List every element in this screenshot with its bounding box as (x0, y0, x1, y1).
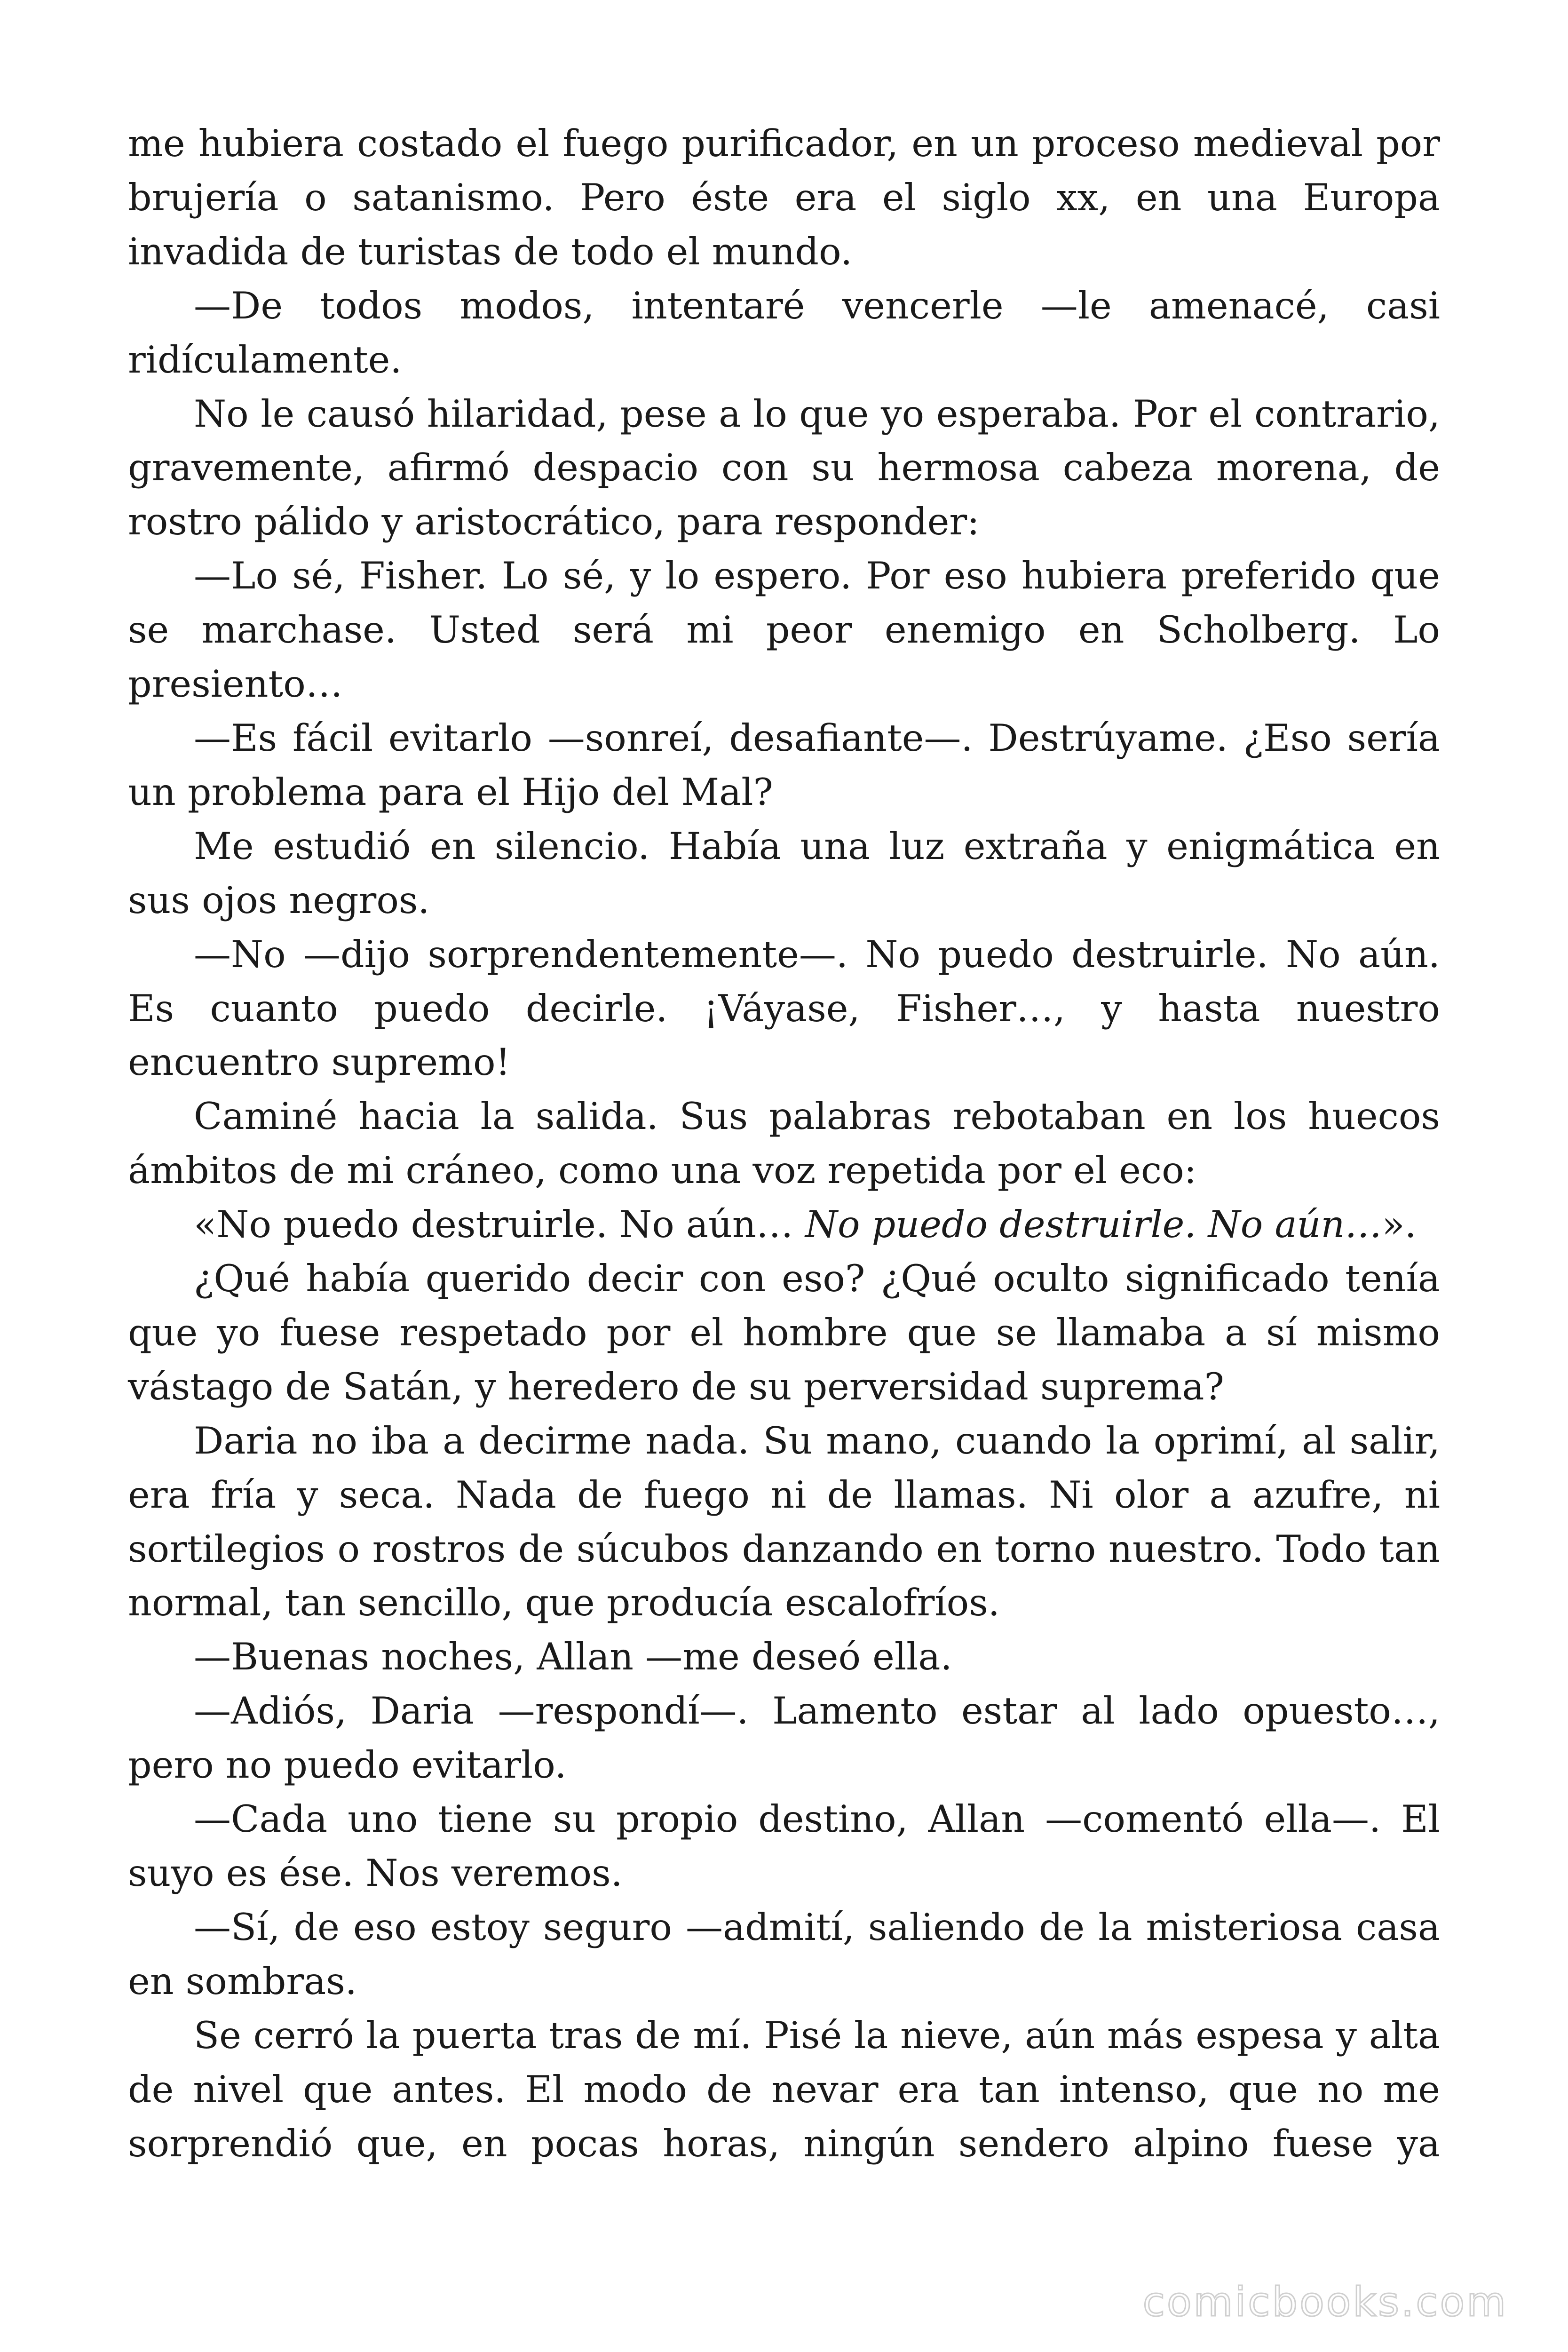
italic-phrase: No puedo destruirle. No aún… (805, 1203, 1382, 1247)
paragraph: —De todos modos, intentaré vencerle —le amenacé, casi ridículamente. (128, 284, 1440, 381)
paragraph: No le causó hilaridad, pese a lo que yo esperaba. Por el contrario, gravemente, afirmó despacio con su hermosa cabeza morena, de rostro pálido y aristocrático, para responder: (128, 392, 1440, 544)
body-text (128, 117, 1440, 2170)
paragraph: Caminé hacia la salida. Sus palabras rebotaban en los huecos ámbitos de mi cráneo, como una voz repetida por el eco: (128, 1095, 1440, 1192)
paragraph: —Adiós, Daria —respondí—. Lamento estar al lado opuesto…, pero no puedo evitarlo. (128, 1689, 1440, 1787)
paragraph: —No —dijo sorprendentemente—. No puedo destruirle. No aún. Es cuanto puedo decirle. ¡Váyase, Fisher…, y hasta nuestro encuentro supremo! (128, 932, 1440, 1084)
paragraph: Daria no iba a decirme nada. Su mano, cuando la oprimí, al salir, era fría y seca. Nada de fuego ni de llamas. Ni olor a azufre, ni sortilegios o rostros de súcubos danzando en torno nuestro. Todo tan normal, tan sencillo, que producía escalofríos. (128, 1419, 1440, 1625)
paragraph: ¿Qué había querido decir con eso? ¿Qué oculto significado tenía que yo fuese respetado por el hombre que se llamaba a sí mismo vástago de Satán, y heredero de su perversidad suprema? (128, 1257, 1440, 1408)
paragraph-continued: Se cerró la puerta tras de mí. Pisé la nieve, aún más espesa y alta de nivel que antes. El modo de nevar era tan intenso, que no me sorprendió que, en pocas horas, ningún sendero alpino fuese ya (128, 2013, 1440, 2165)
paragraph: Me estudió en silencio. Había una luz extraña y enigmática en sus ojos negros. (128, 824, 1440, 922)
watermark-logo: comicbooks.com (1142, 2279, 1508, 2326)
paragraph: —Sí, de eso estoy seguro —admití, saliendo de la misteriosa casa en sombras. (128, 1905, 1440, 2003)
paragraph: —Cada uno tiene su propio destino, Allan —comentó ella—. El suyo es ése. Nos veremos. (128, 1797, 1440, 1895)
paragraph: —Lo sé, Fisher. Lo sé, y lo espero. Por eso hubiera preferido que se marchase. Usted será mi peor enemigo en Scholberg. Lo presiento… (128, 554, 1440, 706)
paragraph: —Buenas noches, Allan —me deseó ella. (194, 1635, 952, 1679)
paragraph: —Es fácil evitarlo —sonreí, desafiante—. Destrúyame. ¿Eso sería un problema para el Hijo del Mal? (128, 716, 1440, 814)
paragraph-text-before-italic: «No puedo destruirle. No aún… (194, 1203, 805, 1247)
paragraph: me hubiera costado el fuego purificador, en un proceso medieval por brujería o satanismo. Pero éste era el siglo xx, en una Europa invadida de turistas de todo el mundo. (128, 122, 1440, 273)
paragraph-text-after-italic: ». (1382, 1203, 1417, 1247)
paragraph-with-italic (128, 1198, 1440, 1252)
